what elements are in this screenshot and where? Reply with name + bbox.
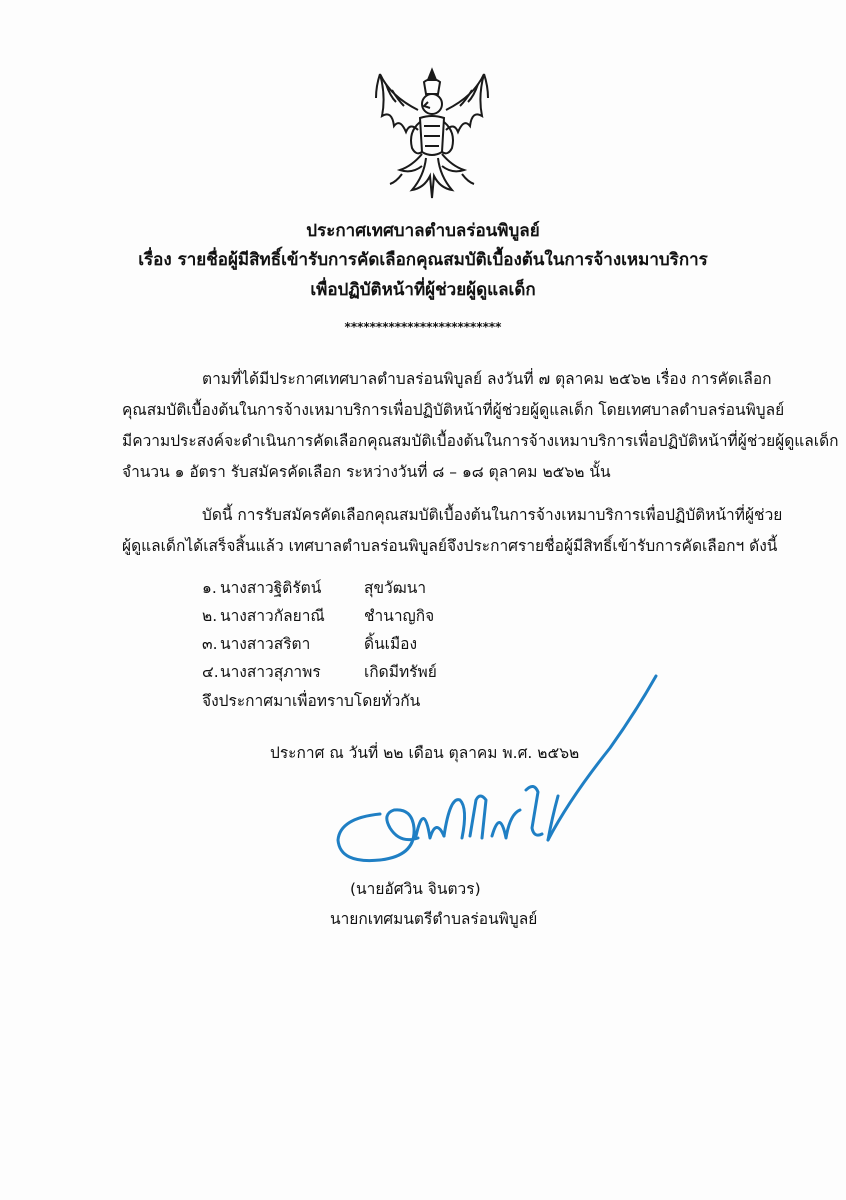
candidate-first-name: นางสาวกัลยาณี (220, 607, 325, 625)
announcement-subject-continued: เพื่อปฏิบัติหน้าที่ผู้ช่วยผู้ดูแลเด็ก (310, 280, 536, 300)
candidate-last-name: เกิดมีทรัพย์ (364, 663, 437, 681)
paragraph-line: ผู้ดูแลเด็กได้เสร็จสิ้นแล้ว เทศบาลตำบลร่อนพิบูลย์จึงประกาศรายชื่อผู้มีสิทธิ์เข้ารับการคัดเลือกฯ ดังนี้ (122, 537, 778, 555)
signer-name: (นายอัศวิน จินตวร) (350, 880, 481, 898)
candidate-last-name: ชำนาญกิจ (364, 607, 435, 625)
candidate-number: ๑. (202, 579, 217, 597)
paragraph-line: มีความประสงค์จะดำเนินการคัดเลือกคุณสมบัติเบื้องต้นในการจ้างเหมาบริการเพื่อปฏิบัติหน้าที่ผู้ช่วยผู้ดูแลเด็ก (122, 432, 839, 450)
paragraph-line: บัดนี้ การรับสมัครคัดเลือกคุณสมบัติเบื้องต้นในการจ้างเหมาบริการเพื่อปฏิบัติหน้าที่ผู้ช่วย (202, 506, 783, 524)
candidate-first-name: นางสาวสริตา (220, 635, 311, 653)
candidate-first-name: นางสาวสุภาพร (220, 663, 321, 681)
signer-title: นายกเทศมนตรีตำบลร่อนพิบูลย์ (330, 910, 538, 928)
candidate-last-name: สุขวัฒนา (364, 579, 427, 597)
paragraph-line: จำนวน ๑ อัตรา รับสมัครคัดเลือก ระหว่างวันที่ ๘ – ๑๘ ตุลาคม ๒๕๖๒ นั้น (122, 463, 611, 481)
paragraph-line: คุณสมบัติเบื้องต้นในการจ้างเหมาบริการเพื่อปฏิบัติหน้าที่ผู้ช่วยผู้ดูแลเด็ก โดยเทศบาลตำบลร่อนพิบูลย์ (122, 401, 785, 419)
candidate-number: ๔. (202, 663, 219, 681)
garuda-emblem-icon (372, 66, 492, 206)
list-item (202, 630, 602, 658)
announcement-subject: เรื่อง รายชื่อผู้มีสิทธิ์เข้ารับการคัดเลือกคุณสมบัติเบื้องต้นในการจ้างเหมาบริการ (138, 250, 708, 270)
candidate-number: ๓. (202, 635, 218, 653)
announcement-title: ประกาศเทศบาลตำบลร่อนพิบูลย์ (306, 221, 540, 241)
signature-image (320, 668, 680, 878)
candidate-last-name: ดิ้นเมือง (364, 635, 418, 653)
announcement-date: ประกาศ ณ วันที่ ๒๒ เดือน ตุลาคม พ.ศ. ๒๕๖๒ (270, 744, 580, 762)
list-item (202, 574, 602, 602)
paragraph-background (122, 364, 839, 488)
separator-asterisks: ************************* (344, 320, 502, 334)
candidate-first-name: นางสาวฐิติรัตน์ (220, 579, 322, 597)
paragraph-line: ตามที่ได้มีประกาศเทศบาลตำบลร่อนพิบูลย์ ลงวันที่ ๗ ตุลาคม ๒๕๖๒ เรื่อง การคัดเลือก (202, 370, 772, 388)
paragraph-announcement (122, 500, 783, 562)
list-item (202, 602, 602, 630)
candidate-number: ๒. (202, 607, 218, 625)
closing-statement: จึงประกาศมาเพื่อทราบโดยทั่วกัน (202, 692, 421, 710)
